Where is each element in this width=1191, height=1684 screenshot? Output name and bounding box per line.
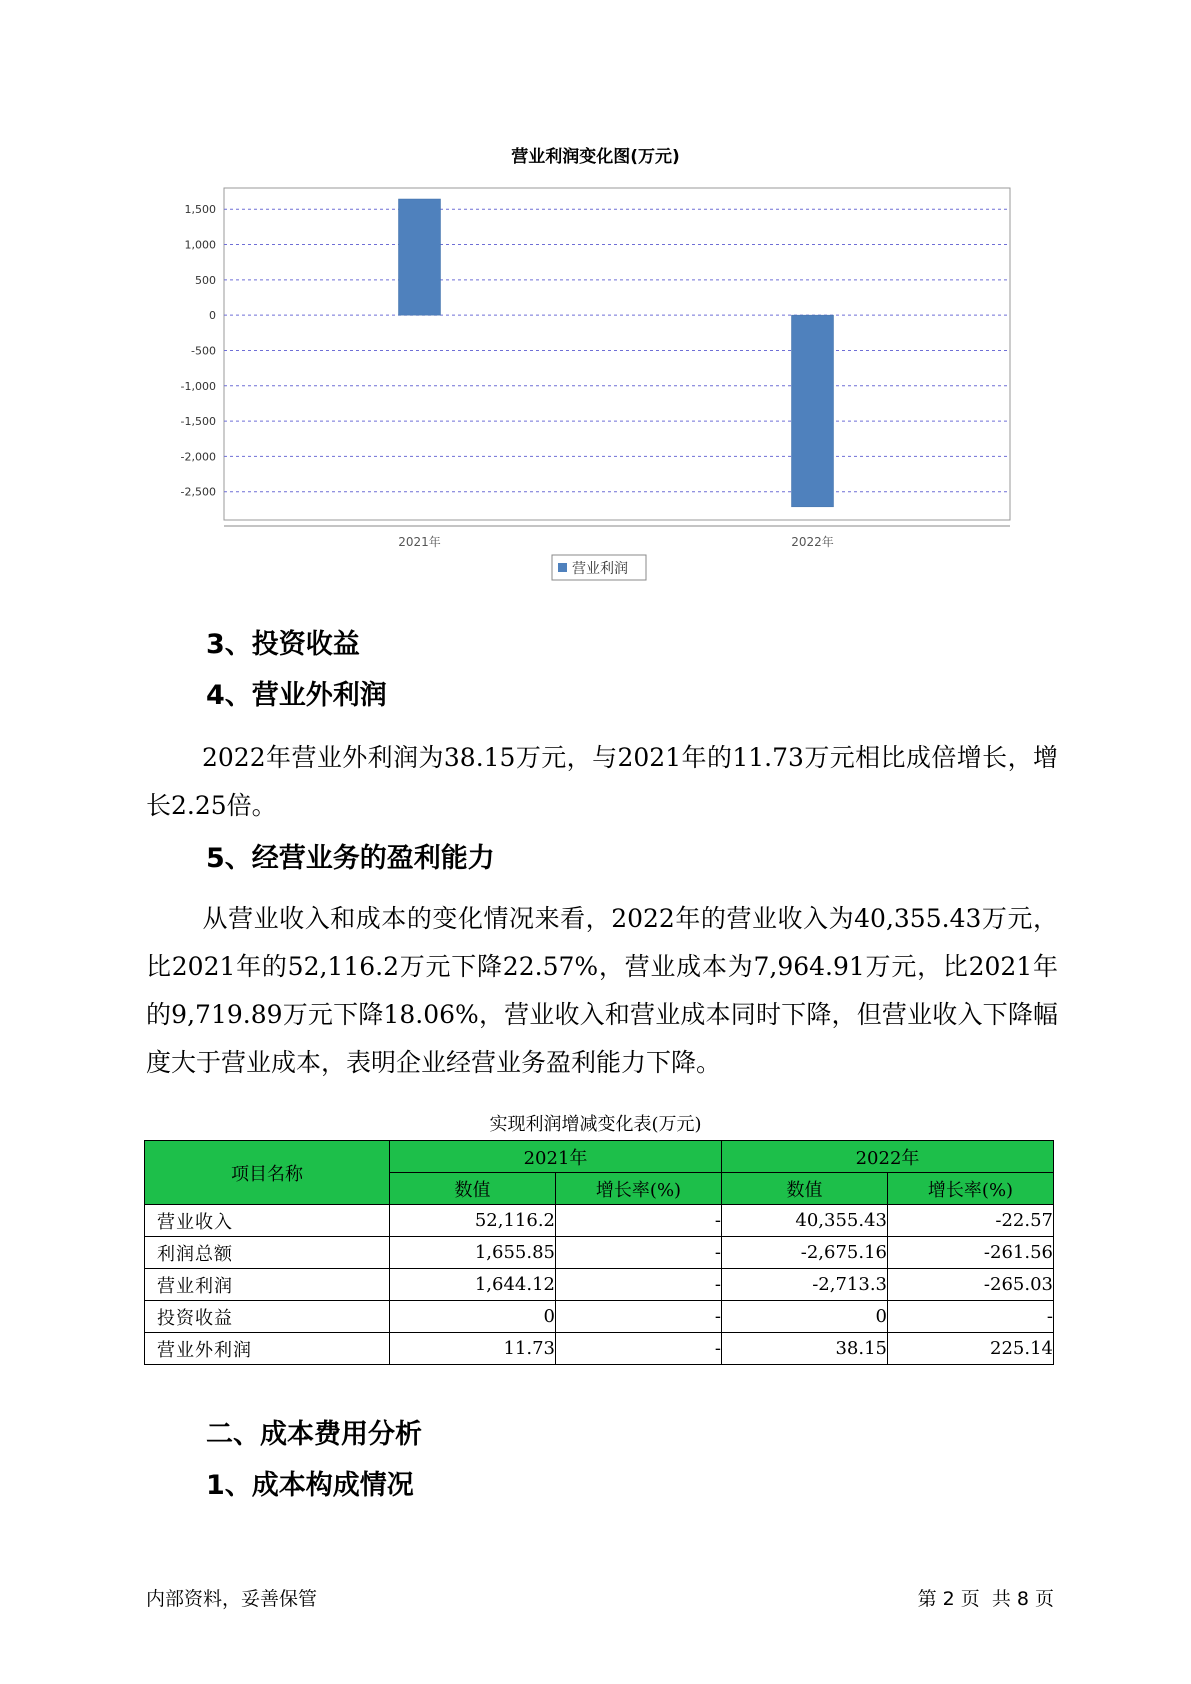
y-tick-label: -2,000 — [180, 450, 216, 464]
footer-confidential: 内部资料，妥善保管 — [146, 1588, 318, 1610]
y-tick-label: 0 — [209, 309, 216, 323]
cell-rate-2021: - — [556, 1237, 722, 1269]
footer-page-number: 第 2 页 共 8 页 — [917, 1588, 1054, 1610]
legend-label: 营业利润 — [572, 561, 628, 577]
header-rate-2022: 增长率(%) — [888, 1173, 1054, 1205]
y-tick-label: -500 — [191, 344, 216, 358]
heading-investment-income: 3、投资收益 — [206, 629, 360, 660]
cell-rate-2022: -265.03 — [888, 1269, 1054, 1301]
y-tick-label: 500 — [195, 273, 216, 287]
cell-rate-2022: -261.56 — [888, 1237, 1054, 1269]
cell-rate-2021: - — [556, 1205, 722, 1237]
cell-value-2021: 1,655.85 — [390, 1237, 556, 1269]
table-row — [145, 1237, 1054, 1269]
cell-value-2021: 0 — [390, 1301, 556, 1333]
table-row — [145, 1333, 1054, 1365]
bar — [792, 315, 834, 507]
cell-name: 利润总额 — [145, 1237, 390, 1269]
header-value-2022: 数值 — [722, 1173, 888, 1205]
cell-name: 营业收入 — [145, 1205, 390, 1237]
x-tick-label: 2022年 — [791, 535, 834, 549]
y-tick-label: 1,500 — [184, 203, 216, 217]
header-value-2021: 数值 — [390, 1173, 556, 1205]
cell-value-2022: 0 — [722, 1301, 888, 1333]
plot-area — [224, 188, 1010, 520]
cell-rate-2022: - — [888, 1301, 1054, 1333]
header-year-2021: 2021年 — [390, 1141, 722, 1173]
x-tick-label: 2021年 — [398, 535, 441, 549]
legend-swatch — [558, 563, 567, 572]
cell-name: 投资收益 — [145, 1301, 390, 1333]
cell-rate-2022: 225.14 — [888, 1333, 1054, 1365]
bar-chart — [0, 170, 1191, 590]
y-tick-label: -1,000 — [180, 379, 216, 393]
heading-cost-structure: 1、成本构成情况 — [206, 1470, 414, 1501]
paragraph-profitability — [146, 895, 1058, 1087]
heading-non-operating-profit: 4、营业外利润 — [206, 680, 387, 711]
y-tick-label: 1,000 — [184, 238, 216, 252]
cell-value-2022: 38.15 — [722, 1333, 888, 1365]
cell-value-2021: 1,644.12 — [390, 1269, 556, 1301]
table-row — [145, 1205, 1054, 1237]
cell-value-2021: 11.73 — [390, 1333, 556, 1365]
cell-value-2022: -2,675.16 — [722, 1237, 888, 1269]
heading-profitability: 5、经营业务的盈利能力 — [206, 843, 495, 874]
cell-name: 营业利润 — [145, 1269, 390, 1301]
cell-rate-2022: -22.57 — [888, 1205, 1054, 1237]
paragraph-text: 从营业收入和成本的变化情况来看，2022年的营业收入为40,355.43万元，比2021年的52,116.2万元下降22.57%，营业成本为7,964.91万元，比2021年的9,719.89万元下降18.06%，营业收入和营业成本同时下降，但营业收入下降幅度大于营业成本，表明企业经营业务盈利能力下降。 — [146, 904, 1058, 1077]
table-row — [145, 1301, 1054, 1333]
cell-rate-2021: - — [556, 1269, 722, 1301]
profit-change-table — [144, 1140, 1054, 1365]
table-title: 实现利润增减变化表(万元) — [489, 1114, 702, 1135]
header-rate-2021: 增长率(%) — [556, 1173, 722, 1205]
paragraph-non-operating-profit — [146, 734, 1058, 830]
chart-title: 营业利润变化图(万元) — [511, 147, 680, 167]
paragraph-text: 2022年营业外利润为38.15万元，与2021年的11.73万元相比成倍增长，增长2.25倍。 — [146, 743, 1058, 820]
table-row — [145, 1269, 1054, 1301]
heading-cost-analysis: 二、成本费用分析 — [206, 1419, 422, 1450]
y-tick-label: -1,500 — [180, 415, 216, 429]
header-year-2022: 2022年 — [722, 1141, 1054, 1173]
header-item-name: 项目名称 — [145, 1141, 390, 1205]
cell-value-2022: -2,713.3 — [722, 1269, 888, 1301]
cell-value-2022: 40,355.43 — [722, 1205, 888, 1237]
cell-value-2021: 52,116.2 — [390, 1205, 556, 1237]
cell-rate-2021: - — [556, 1333, 722, 1365]
cell-rate-2021: - — [556, 1301, 722, 1333]
y-tick-label: -2,500 — [180, 485, 216, 499]
bar — [399, 199, 441, 315]
cell-name: 营业外利润 — [145, 1333, 390, 1365]
